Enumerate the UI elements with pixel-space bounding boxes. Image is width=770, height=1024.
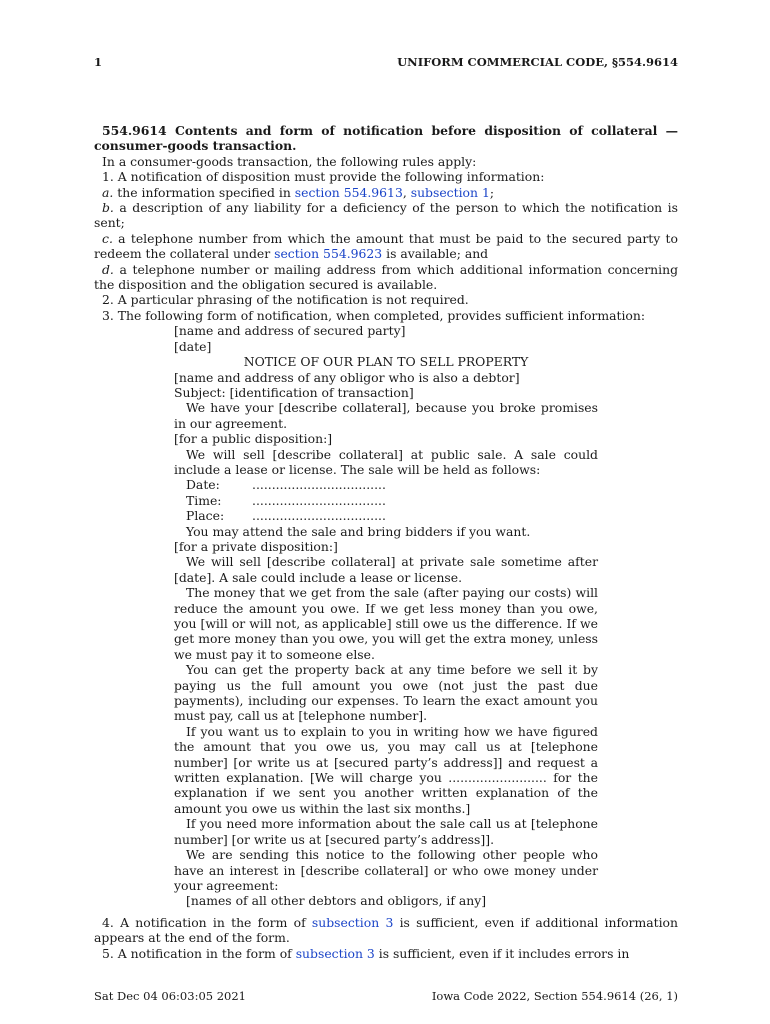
form-line: [name and address of secured party] <box>174 323 406 339</box>
form-paragraph: You can get the property back at any time before we sell it by paying us the full amount you owe (not just the past due payments), including our expenses. To learn the exact amount you must pay, call us at [telephone number]. <box>174 662 598 724</box>
form-line: [name and address of any obligor who is also a debtor] <box>174 369 520 385</box>
item-marker: c. <box>102 230 113 246</box>
paragraph-b: b. a description of any liability for a deficiency of the person to which the notification is sent; <box>94 200 678 231</box>
form-line: [for a public disposition:] <box>174 431 333 447</box>
form-paragraph: [names of all other debtors and obligors, if any] <box>186 893 487 909</box>
section-title: 554.9614 Contents and form of notification before disposition of collateral — consumer-goods transaction. <box>94 123 678 154</box>
item-marker: d. <box>102 261 114 277</box>
form-line: [date] <box>174 338 212 354</box>
paragraph-d: d. a telephone number or mailing address from which additional information concerning the disposition and the obligation secured is available. <box>94 261 678 293</box>
notice-form <box>174 323 598 908</box>
document-body <box>94 123 678 961</box>
form-date-row: Date: .................................. <box>186 477 386 493</box>
link-section-554-9613[interactable]: section 554.9613 <box>294 184 403 200</box>
footer-citation: Iowa Code 2022, Section 554.9614 (26, 1) <box>431 989 678 1003</box>
form-paragraph: We will sell [describe collateral] at private sale sometime after [date]. A sale could include a lease or license. <box>174 554 598 585</box>
link-section-554-9623[interactable]: section 554.9623 <box>274 246 383 262</box>
form-time-row: Time: .................................. <box>186 492 386 508</box>
link-subsection-3[interactable]: subsection 3 <box>295 945 375 961</box>
subsection-3: 3. The following form of notification, when completed, provides sufficient information: <box>102 307 646 323</box>
paragraph-a: a. the information specified in section 554.9613, subsection 1; <box>102 184 495 200</box>
intro: In a consumer-goods transaction, the following rules apply: <box>102 153 477 169</box>
subsection-1: 1. A notification of disposition must provide the following information: <box>102 169 545 185</box>
item-marker: a. <box>102 184 114 200</box>
page-number: 1 <box>94 55 103 69</box>
running-title: UNIFORM COMMERCIAL CODE, §554.9614 <box>397 55 678 69</box>
form-paragraph: You may attend the sale and bring bidders if you want. <box>186 523 531 539</box>
form-heading: NOTICE OF OUR PLAN TO SELL PROPERTY <box>243 354 529 370</box>
footer-timestamp: Sat Dec 04 06:03:05 2021 <box>94 989 246 1003</box>
item-marker: b. <box>102 200 114 216</box>
form-place-row: Place: .................................. <box>186 508 386 524</box>
form-paragraph: The money that we get from the sale (after paying our costs) will reduce the amount you owe. If we get less money than you owe, you [will or will not, as applicable] still owe us the difference. If we get more money than you owe, you will get the extra money, unless we must pay it to someone else. <box>174 585 598 662</box>
form-paragraph: If you need more information about the sale call us at [telephone number] [or write us at [secured party’s address]]. <box>174 816 598 847</box>
form-subject: Subject: [identification of transaction] <box>174 384 414 400</box>
paragraph-c: c. a telephone number from which the amount that must be paid to the secured party to redeem the collateral under section 554.9623 is available; and <box>94 230 678 262</box>
subsection-5: 5. A notification in the form of subsection 3 is sufficient, even if it includes errors in <box>102 945 630 961</box>
form-paragraph: We will sell [describe collateral] at public sale. A sale could include a lease or license. The sale will be held as follows: <box>174 446 598 477</box>
link-subsection-3[interactable]: subsection 3 <box>311 914 394 930</box>
form-paragraph: We have your [describe collateral], because you broke promises in our agreement. <box>174 400 598 431</box>
form-paragraph: We are sending this notice to the following other people who have an interest in [describe collateral] or who owe money under your agreement: <box>174 847 598 893</box>
subsection-4: 4. A notification in the form of subsection 3 is sufficient, even if additional information appears at the end of the form. <box>94 914 678 946</box>
link-subsection-1[interactable]: subsection 1 <box>410 184 490 200</box>
subsection-2: 2. A particular phrasing of the notification is not required. <box>102 292 469 308</box>
form-line: [for a private disposition:] <box>174 538 338 554</box>
form-paragraph: If you want us to explain to you in writing how we have figured the amount that you owe us, you may call us at [telephone number] [or write us at [secured party’s address]] and request a written explanation. [We will charge you ......................... for the explanation if we sent you another written explanation of the amount you owe us within the last six months.] <box>174 723 598 816</box>
